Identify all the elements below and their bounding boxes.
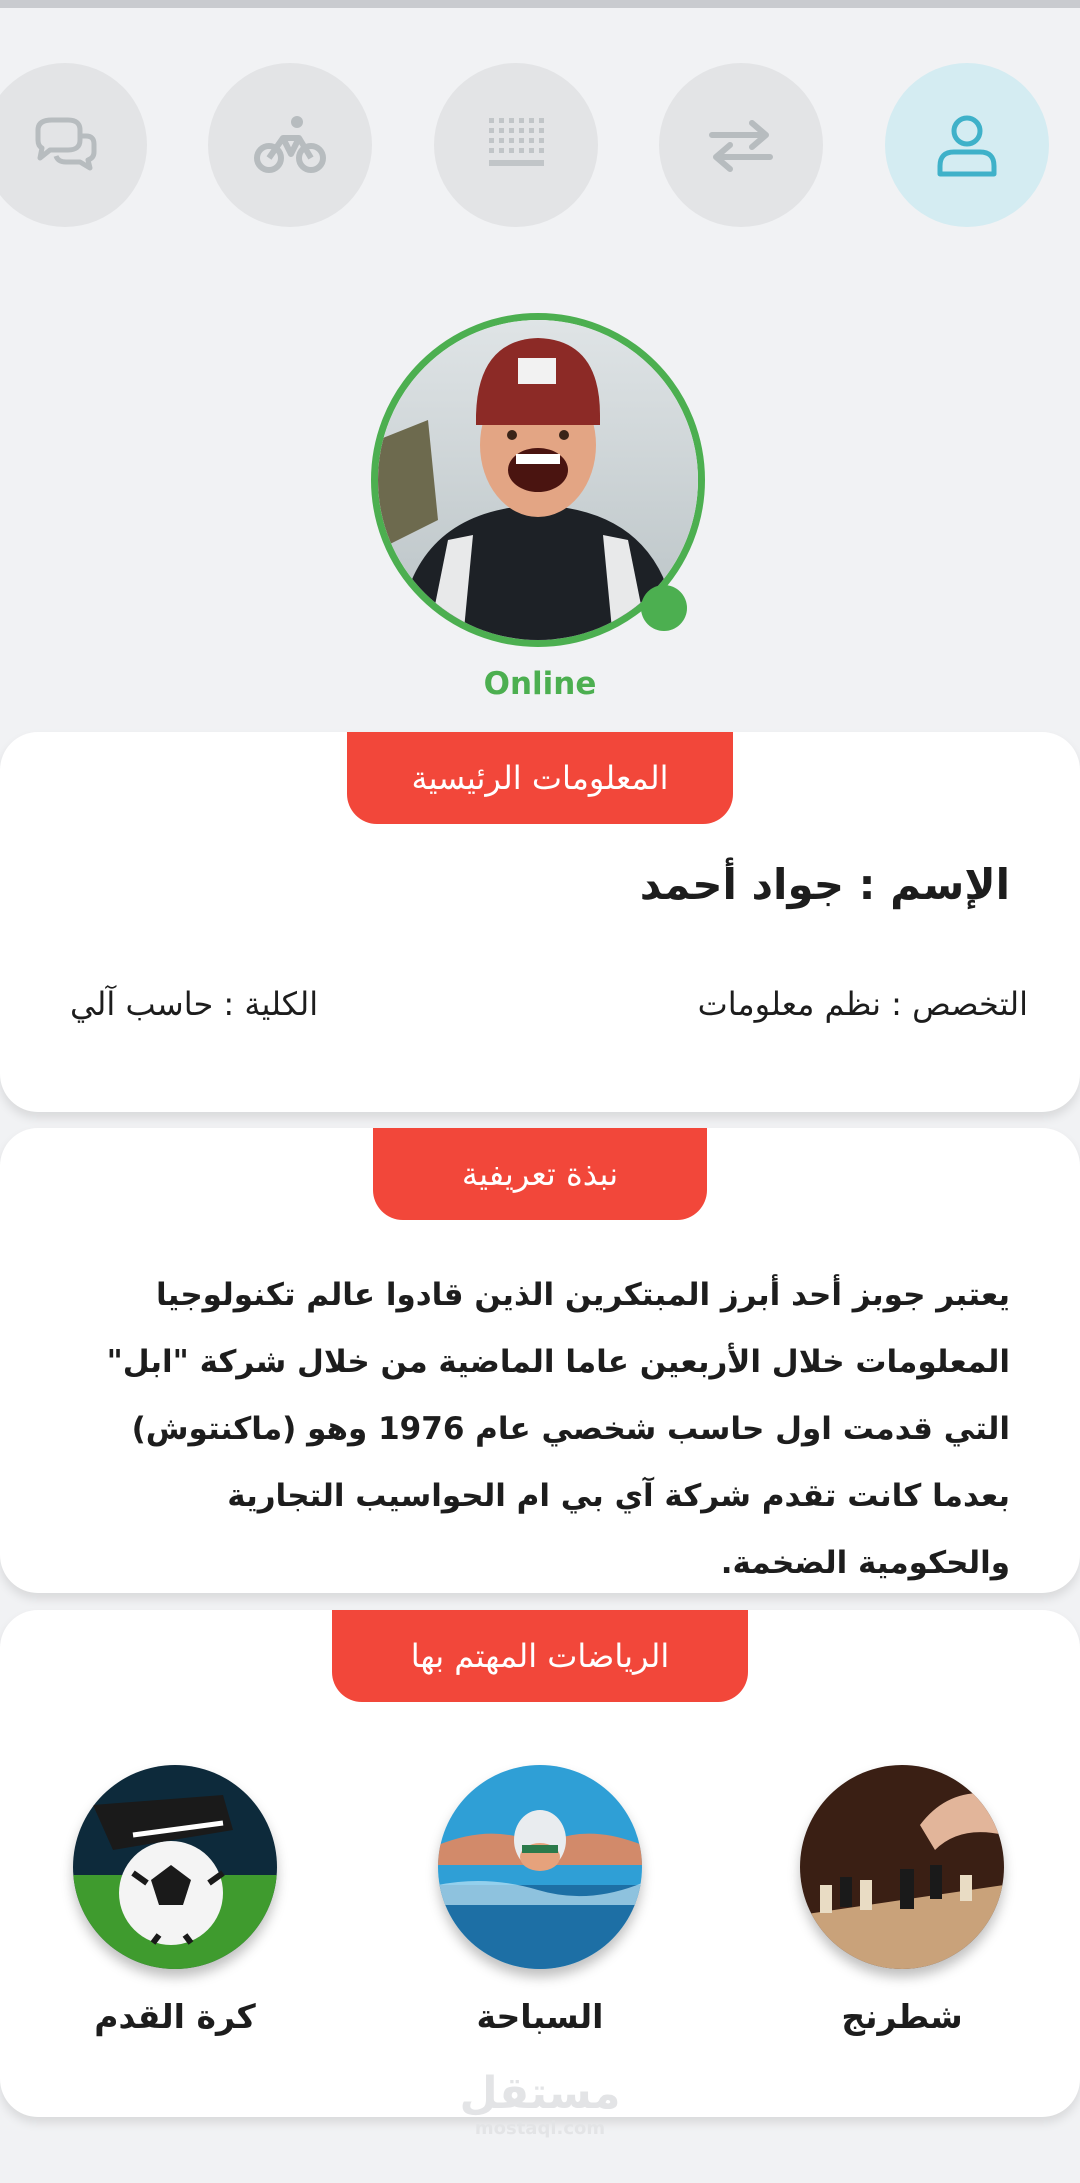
swimming-image <box>438 1765 642 1969</box>
sport-item-chess[interactable] <box>800 1765 1004 2036</box>
user-icon <box>930 108 1004 182</box>
status-bar <box>0 0 1080 8</box>
watermark <box>440 2070 640 2139</box>
nav-activity-button[interactable] <box>208 63 372 227</box>
bio-title: نبذة تعريفية <box>373 1128 707 1220</box>
bio-text: يعتبر جوبز أحد أبرز المبتكرين الذين قادوا عالم تكنولوجيا المعلومات خلال الأربعين عاما الماضية من خلال شركة "ابل" التي قدمت اول حاسب شخصي عام 1976 وهو (ماكنتوش) بعدما كانت تقدم شركة آي بي ام الحواسيب التجارية والحكومية الضخمة. <box>106 1277 1010 1581</box>
college-field: الكلية : حاسب آلي <box>70 985 319 1023</box>
nav-profile-button[interactable] <box>885 63 1049 227</box>
chess-image <box>800 1765 1004 1969</box>
nav-grid-button[interactable] <box>434 63 598 227</box>
dot-grid-icon <box>479 108 553 182</box>
football-image <box>73 1765 277 1969</box>
watermark-domain: mostaql.com <box>474 2118 606 2139</box>
watermark-brand: مستقل <box>459 2068 621 2119</box>
online-status: Online <box>483 666 597 702</box>
sports-title: الرياضات المهتم بها <box>332 1610 748 1702</box>
sport-label: السباحة <box>476 1997 604 2036</box>
nav-chat-button[interactable] <box>0 63 147 227</box>
nav-transfer-button[interactable] <box>659 63 823 227</box>
arrows-swap-icon <box>704 108 778 182</box>
sport-label: كرة القدم <box>94 1997 256 2036</box>
sport-item-swimming[interactable] <box>438 1765 642 2036</box>
main-info-title: المعلومات الرئيسية <box>347 732 733 824</box>
sport-label: شطرنج <box>841 1997 963 2036</box>
name-field: الإسم : جواد أحمد <box>639 860 1010 909</box>
motorcycle-icon <box>253 108 327 182</box>
major-field: التخصص : نظم معلومات <box>697 985 1028 1023</box>
sport-item-football[interactable] <box>73 1765 277 2036</box>
chat-bubbles-icon <box>28 108 102 182</box>
online-indicator <box>641 585 687 631</box>
